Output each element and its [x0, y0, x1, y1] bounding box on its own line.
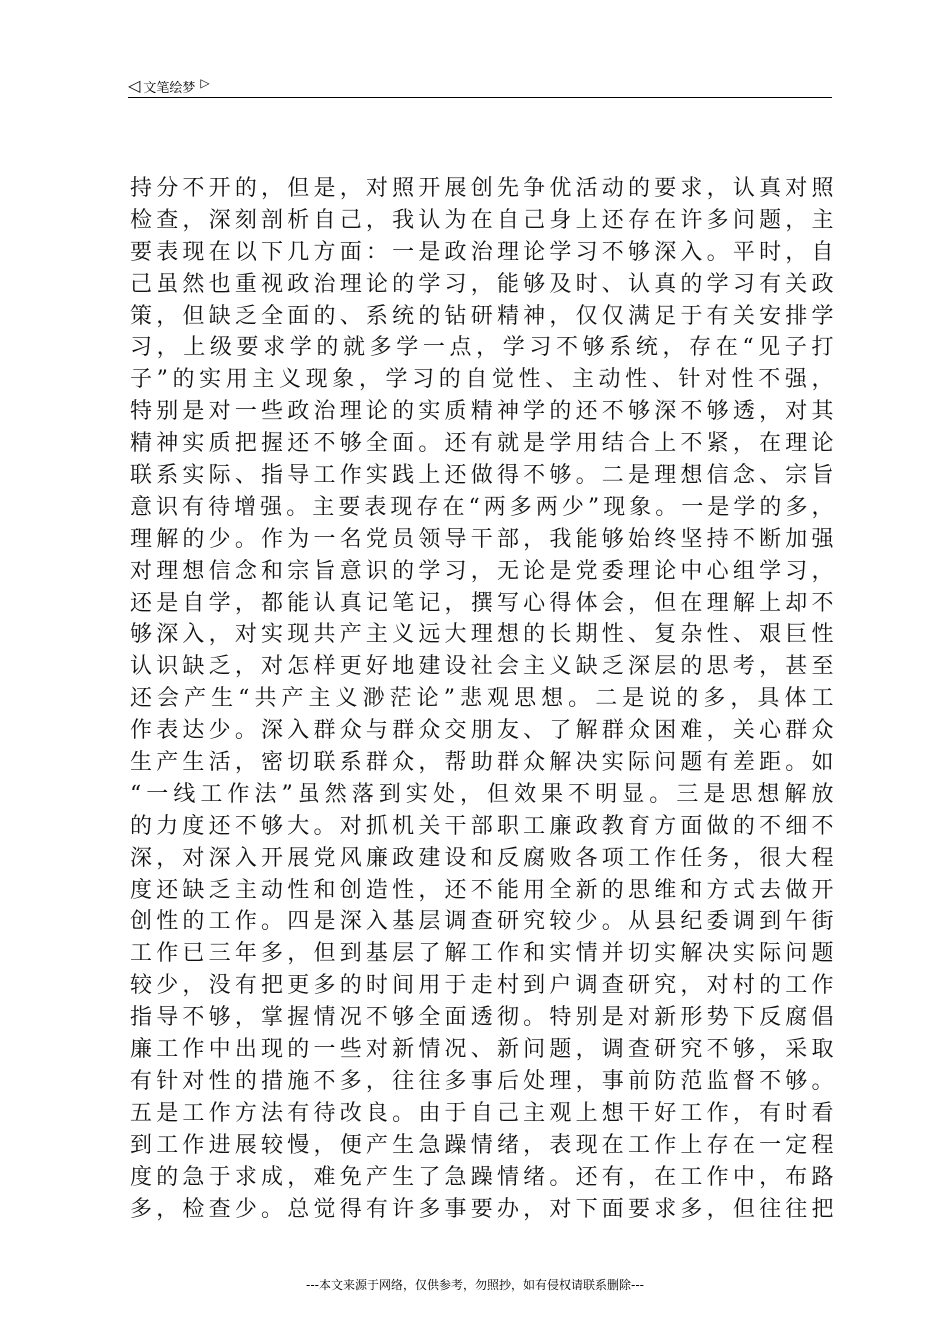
header-rule: [128, 97, 832, 98]
text-line: 对理想信念和宗旨意识的学习，无论是党委理论中心组学习，: [130, 558, 834, 584]
text-line: 度还缺乏主动性和创造性，还不能用全新的思维和方式去做开: [130, 877, 834, 903]
text-line: 认识缺乏，对怎样更好地建设社会主义缺乏深层的思考，甚至: [130, 654, 834, 680]
text-line: 习，上级要求学的就多学一点，学习不够系统，存在“见子打: [130, 335, 834, 361]
text-line: 精神实质把握还不够全面。还有就是学用结合上不紧，在理论: [130, 431, 834, 457]
text-line: 策，但缺乏全面的、系统的钻研精神，仅仅满足于有关安排学: [130, 303, 834, 329]
text-line: 度的急于求成，难免产生了急躁情绪。还有，在工作中，布路: [130, 1164, 834, 1190]
text-line: 意识有待增强。主要表现存在“两多两少”现象。一是学的多，: [130, 494, 834, 520]
text-line: 到工作进展较慢，便产生急躁情绪，表现在工作上存在一定程: [130, 1132, 834, 1158]
text-line: 多，检查少。总觉得有许多事要办，对下面要求多，但往往把: [130, 1196, 834, 1222]
text-line: 的力度还不够大。对抓机关干部职工廉政教育方面做的不细不: [130, 813, 834, 839]
text-line: 作表达少。深入群众与群众交朋友、了解群众困难，关心群众: [130, 718, 834, 744]
left-triangle-icon: ◁: [128, 76, 141, 95]
text-line: 还是自学，都能认真记笔记，撰写心得体会，但在理解上却不: [130, 590, 834, 616]
right-triangle-icon: ▷: [200, 76, 210, 90]
text-line: 还会产生“共产主义渺茫论”悲观思想。二是说的多，具体工: [130, 686, 834, 712]
body-text: [130, 173, 834, 1225]
text-line: 特别是对一些政治理论的实质精神学的还不够深不够透，对其: [130, 399, 834, 425]
text-line: 指导不够，掌握情况不够全面透彻。特别是对新形势下反腐倡: [130, 1005, 834, 1031]
text-line: 子”的实用主义现象，学习的自觉性、主动性、针对性不强，: [130, 367, 834, 393]
footer-disclaimer: ---本文来源于网络，仅供参考，勿照抄，如有侵权请联系删除---: [306, 1278, 644, 1292]
text-line: 五是工作方法有待改良。由于自己主观上想干好工作，有时看: [130, 1100, 834, 1126]
text-line: 要表现在以下几方面：一是政治理论学习不够深入。平时，自: [130, 239, 834, 265]
text-line: 够深入，对实现共产主义远大理想的长期性、复杂性、艰巨性: [130, 622, 834, 648]
text-line: 创性的工作。四是深入基层调查研究较少。从县纪委调到午街: [130, 909, 834, 935]
text-line: 深，对深入开展党风廉政建设和反腐败各项工作任务，很大程: [130, 845, 834, 871]
page-header: [128, 76, 832, 96]
text-line: 有针对性的措施不多，往往多事后处理，事前防范监督不够。: [130, 1068, 834, 1094]
text-line: 生产生活，密切联系群众，帮助群众解决实际问题有差距。如: [130, 750, 834, 776]
text-line: “一线工作法”虽然落到实处，但效果不明显。三是思想解放: [130, 781, 834, 807]
text-line: 较少，没有把更多的时间用于走村到户调查研究，对村的工作: [130, 973, 834, 999]
text-line: 联系实际、指导工作实践上还做得不够。二是理想信念、宗旨: [130, 463, 834, 489]
text-line: 持分不开的，但是，对照开展创先争优活动的要求，认真对照: [130, 176, 834, 201]
header-title: 文笔绘梦: [143, 80, 196, 96]
text-line: 廉工作中出现的一些对新情况、新问题，调查研究不够，采取: [130, 1037, 834, 1063]
text-line: 工作已三年多，但到基层了解工作和实情并切实解决实际问题: [130, 941, 834, 967]
text-line: 己虽然也重视政治理论的学习，能够及时、认真的学习有关政: [130, 271, 834, 297]
text-line: 理解的少。作为一名党员领导干部，我能够始终坚持不断加强: [130, 526, 834, 552]
text-line: 检查，深刻剖析自己，我认为在自己身上还存在许多问题，主: [130, 207, 834, 233]
